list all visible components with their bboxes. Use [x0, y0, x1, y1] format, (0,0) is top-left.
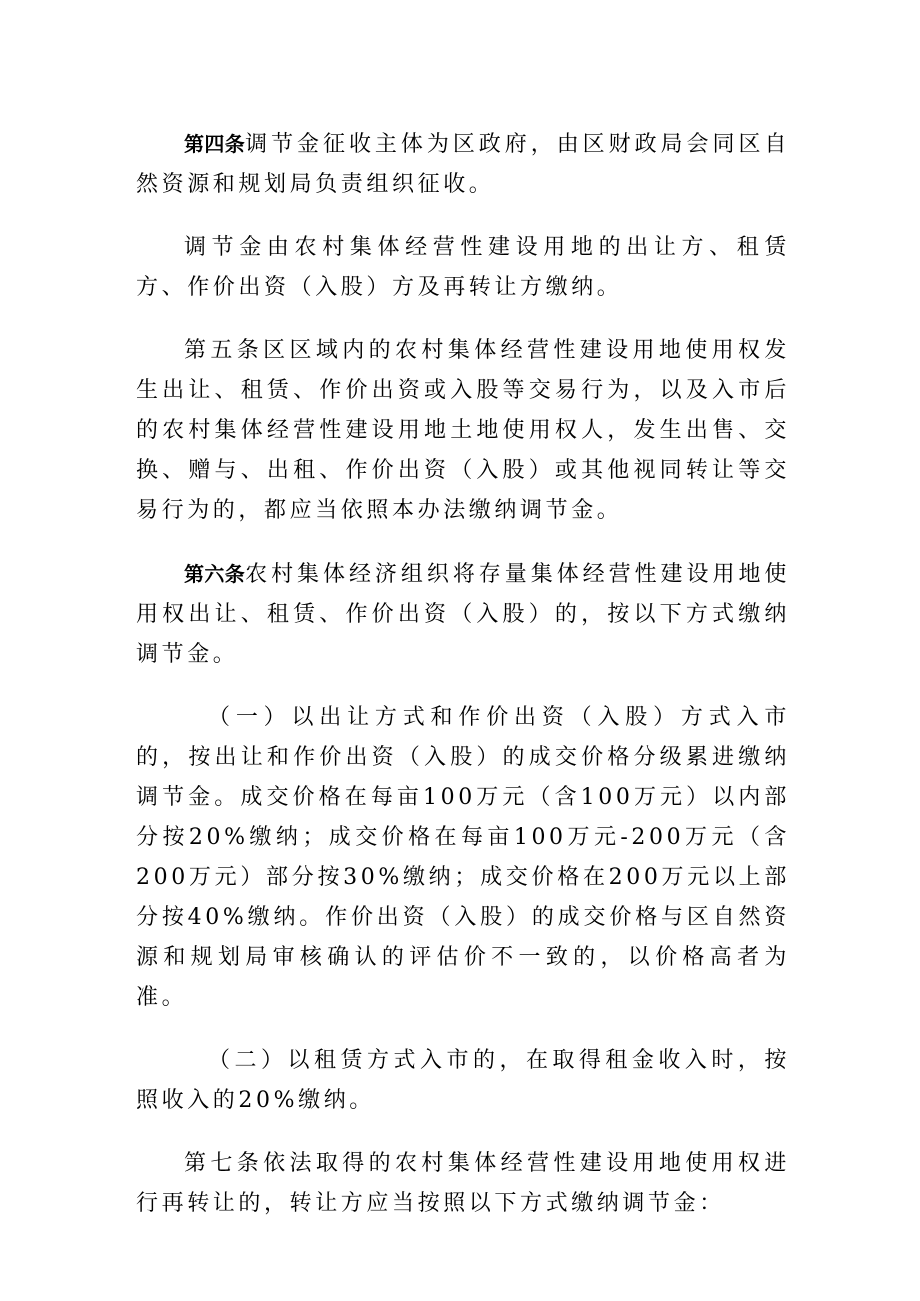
article-6-paragraph	[136, 554, 790, 675]
article-4-text: 调节金征收主体为区政府，由区财政局会同区自然资源和规划局负责组织征收。	[136, 132, 791, 197]
item-1-paragraph: （一）以出让方式和作价出资（入股）方式入市的，按出让和作价出资（入股）的成交价格分级累进缴纳调节金。成交价格在每亩100万元（含100万元）以内部分按20%缴纳；成交价格在每亩100万元-200万元（含200万元）部分按30%缴纳；成交价格在200万元以上部分按40%缴纳。作价出资（入股）的成交价格与区自然资源和规划局审核确认的评估价不一致的，以价格高者为准。	[136, 705, 790, 1010]
document-body	[136, 124, 790, 1224]
article-4-paragraph	[136, 124, 790, 205]
payer-paragraph: 调节金由农村集体经营性建设用地的出让方、租赁方、作价出资（入股）方及再转让方缴纳。	[136, 235, 790, 300]
article-6-label: 第六条	[184, 562, 246, 586]
article-6-text: 农村集体经济组织将存量集体经营性建设用地使用权出让、租赁、作价出资（入股）的，按以下方式缴纳调节金。	[136, 562, 791, 667]
article-4-label: 第四条	[184, 132, 246, 156]
item-2-paragraph: （二）以租赁方式入市的，在取得租金收入时，按照收入的20%缴纳。	[136, 1048, 790, 1113]
article-5-paragraph: 第五条区区域内的农村集体经营性建设用地使用权发生出让、租赁、作价出资或入股等交易行为，以及入市后的农村集体经营性建设用地土地使用权人，发生出售、交换、赠与、出租、作价出资（入股）或其他视同转让等交易行为的，都应当依照本办法缴纳调节金。	[136, 338, 790, 523]
article-7-paragraph: 第七条依法取得的农村集体经营性建设用地使用权进行再转让的，转让方应当按照以下方式缴纳调节金：	[136, 1151, 790, 1216]
